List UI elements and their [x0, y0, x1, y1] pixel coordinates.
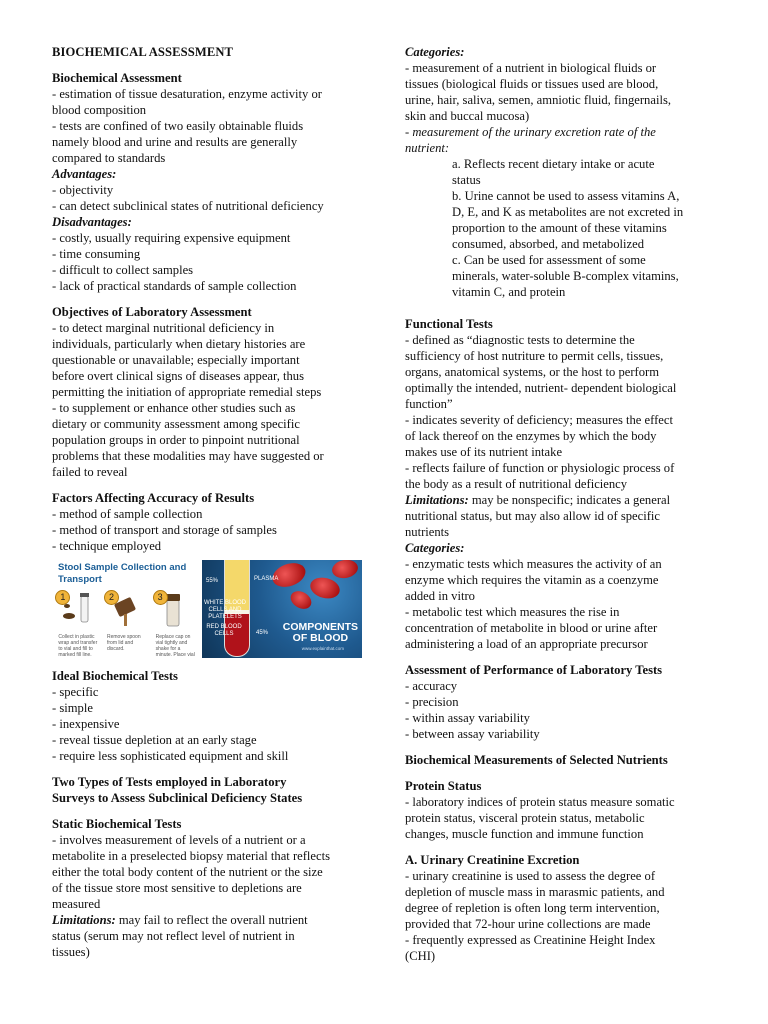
text-line: problems that these modalities may have suggested or [52, 449, 324, 463]
step-number: 2 [104, 590, 119, 605]
step-caption: Remove spoon from lid and discard. [106, 634, 141, 652]
text-line: proportion to the amount of these vitamins [452, 221, 667, 235]
plasma-percent: 55% [206, 578, 219, 584]
text-line: vitamin C, and protein [452, 285, 566, 299]
section-objectives [52, 304, 362, 480]
text-line: tissues) [52, 945, 90, 959]
section-static-tests [52, 816, 362, 960]
text-line: function” [405, 397, 453, 411]
stool-step-2 [104, 590, 150, 652]
limitations-label: Limitations: [405, 493, 469, 507]
text-line: individuals, particularly when dietary histories are [52, 337, 306, 351]
text-line: - to detect marginal nutritional deficiency in [52, 321, 275, 335]
text-line: - involves measurement of levels of a nutrient or a [52, 833, 306, 847]
text-line: status [452, 173, 481, 187]
wbc-label: WHITE BLOOD CELLS AND PLATELETS [204, 600, 247, 620]
text-line: organs, anatomical systems, or the host to perform [405, 365, 660, 379]
text-line: - to supplement or enhance other studies such as [52, 401, 296, 415]
text-line: failed to reveal [52, 465, 128, 479]
text-line: skin and buccal mucosa) [405, 109, 530, 123]
text-line: c. Can be used for assessment of some [452, 253, 646, 267]
section-heading: Static Biochemical Tests [52, 817, 182, 831]
section-heading: A. Urinary Creatinine Excretion [405, 853, 580, 867]
text-line: - lack of practical standards of sample collection [52, 279, 297, 293]
stool-step-1 [55, 590, 101, 658]
text-line: - simple [52, 701, 93, 715]
plasma-label: PLASMA [254, 576, 279, 582]
section-two-types [52, 774, 362, 806]
text-line: administering a load of an appropriate precursor [405, 637, 648, 651]
text-line: consumed, absorbed, and metabolized [452, 237, 644, 251]
text-line: - accuracy [405, 679, 458, 693]
section-protein-status [405, 778, 725, 842]
text-line: nutrients [405, 525, 450, 539]
categories-label: Categories: [405, 45, 465, 59]
text-line: optimally the intended, nutrient- dependent biological [405, 381, 677, 395]
text-line: dietary or community assessment among specific [52, 417, 300, 431]
figure-credit: www.explainthat.com [301, 646, 344, 651]
section-performance [405, 662, 725, 742]
disadvantages-label: Disadvantages: [52, 215, 132, 229]
section-heading: Two Types of Tests employed in Laboratory [52, 775, 287, 789]
text-line: - method of transport and storage of samples [52, 523, 277, 537]
text-line: b. Urine cannot be used to assess vitamins A, [452, 189, 680, 203]
section-ideal-tests [52, 668, 362, 764]
stool-sample-figure [52, 560, 202, 658]
text-line: - technique employed [52, 539, 162, 553]
text-line: - within assay variability [405, 711, 530, 725]
text-line: - tests are confined of two easily obtainable fluids [52, 119, 304, 133]
text-line: makes use of its nutrient intake [405, 445, 563, 459]
text-line: - indicates severity of deficiency; measures the effect [405, 413, 673, 427]
text-line: - specific [52, 685, 99, 699]
left-column [52, 44, 362, 970]
text-line: questionable or unavailable; especially important [52, 353, 300, 367]
section-functional-tests [405, 316, 725, 652]
text-line: concentration of metabolite in blood or urine after [405, 621, 658, 635]
limitations-line: Limitations: may be nonspecific; indicates a general [405, 493, 671, 507]
step-caption: Replace cap on vial tightly and shake for a minute. Place vial [155, 634, 195, 658]
step-caption: Collect in plastic wrap and transfer to vial and fill to marked fill line. [58, 634, 98, 658]
text-line: population groups in order to pinpoint nutritional [52, 433, 300, 447]
rbc-percent: 45% [256, 630, 269, 636]
text-line: - estimation of tissue desaturation, enzyme activity or [52, 87, 322, 101]
text-line: a. Reflects recent dietary intake or acute [452, 157, 655, 171]
text-line: depletion of muscle mass in marasmic patients, and [405, 885, 665, 899]
text-line: of lack thereof on the enzymes by which the body [405, 429, 657, 443]
text-line: measured [52, 897, 101, 911]
text-line: - measurement of the urinary excretion rate of the [405, 125, 656, 139]
text-line: - metabolic test which measures the rise in [405, 605, 620, 619]
figure-row [52, 560, 362, 658]
document-title: BIOCHEMICAL ASSESSMENT [52, 45, 234, 59]
text-line: - defined as “diagnostic tests to determine the [405, 333, 635, 347]
text-line: enzyme which requires the vitamin as a coenzyme [405, 573, 659, 587]
section-measurements [405, 752, 725, 768]
text-line: changes, muscle function and immune function [405, 827, 644, 841]
section-heading: Protein Status [405, 779, 482, 793]
text-line: - time consuming [52, 247, 141, 261]
section-heading: Surveys to Assess Subclinical Deficiency States [52, 791, 303, 805]
limitations-line: Limitations: may fail to reflect the overall nutrient [52, 913, 308, 927]
text-line: either the total body content of the nutrient or the size [52, 865, 323, 879]
text-line: D, E, and K as metabolites are not excreted in [452, 205, 684, 219]
text-line: - enzymatic tests which measures the activity of an [405, 557, 662, 571]
section-heading: Functional Tests [405, 317, 493, 331]
section-heading: Biochemical Assessment [52, 71, 182, 85]
text-line: - reflects failure of function or physiologic process of [405, 461, 675, 475]
step-number: 1 [55, 590, 70, 605]
section-factors [52, 490, 362, 554]
text-line: compared to standards [52, 151, 166, 165]
text-line: nutrient: [405, 141, 450, 155]
text-line: - precision [405, 695, 459, 709]
text-line: - between assay variability [405, 727, 540, 741]
text-line: (CHI) [405, 949, 436, 963]
rbc-label: RED BLOOD CELLS [206, 624, 242, 637]
section-heading: Assessment of Performance of Laboratory Tests [405, 663, 663, 677]
text-line: - method of sample collection [52, 507, 203, 521]
step-number: 3 [153, 590, 168, 605]
text-line: minerals, water-soluble B-complex vitamins, [452, 269, 679, 283]
text-line: degree of repletion is often long term intervention, [405, 901, 660, 915]
text-line: before overt clinical signs of diseases appear, thus [52, 369, 304, 383]
text-line: added in vitro [405, 589, 475, 603]
text-line: namely blood and urine and results are generally [52, 135, 298, 149]
text-line: - laboratory indices of protein status measure somatic [405, 795, 675, 809]
section-urinary-creatinine [405, 852, 725, 964]
stool-step-3 [153, 590, 199, 658]
section-heading: Objectives of Laboratory Assessment [52, 305, 252, 319]
advantages-label: Advantages: [52, 167, 117, 181]
text-line: - urinary creatinine is used to assess the degree of [405, 869, 656, 883]
blood-components-figure [202, 560, 362, 658]
text-line: nutritional status, but may also allow id of specific [405, 509, 660, 523]
text-line: status (serum may not reflect level of nutrient in [52, 929, 295, 943]
section-biochemical-assessment [52, 70, 362, 294]
text-line: blood composition [52, 103, 147, 117]
text-line: sufficiency of host nutriture to permit cells, tissues, [405, 349, 664, 363]
blood-figure-title: COMPONENTS OF BLOOD [282, 621, 358, 644]
text-line: urine, hair, saliva, semen, amniotic fluid, fingernails, [405, 93, 671, 107]
section-heading: Biochemical Measurements of Selected Nutrients [405, 753, 668, 767]
text-line: protein status, visceral protein status, metabolic [405, 811, 645, 825]
text-line: of the tissue store most sensitive to depletions are [52, 881, 302, 895]
section-categories [405, 44, 725, 300]
stool-figure-title: Stool Sample Collection and Transport [58, 562, 187, 585]
right-column [405, 44, 725, 974]
text-line: - measurement of a nutrient in biological fluids or [405, 61, 657, 75]
text-line: metabolite in a preselected biopsy material that reflects [52, 849, 330, 863]
text-line: - costly, usually requiring expensive equipment [52, 231, 291, 245]
categories-label: Categories: [405, 541, 465, 555]
text-line: the body as a result of nutritional deficiency [405, 477, 628, 491]
text-line: provided that 72-hour urine collections are made [405, 917, 651, 931]
text-line: - frequently expressed as Creatinine Height Index [405, 933, 656, 947]
text-line: - inexpensive [52, 717, 120, 731]
text-line: permitting the initiation of appropriate remedial steps [52, 385, 322, 399]
limitations-label: Limitations: [52, 913, 116, 927]
text-line: - reveal tissue depletion at an early stage [52, 733, 257, 747]
text-line: - objectivity [52, 183, 114, 197]
section-heading: Ideal Biochemical Tests [52, 669, 178, 683]
text-line: - require less sophisticated equipment and skill [52, 749, 289, 763]
section-heading: Factors Affecting Accuracy of Results [52, 491, 255, 505]
text-line: - can detect subclinical states of nutritional deficiency [52, 199, 324, 213]
text-line: - difficult to collect samples [52, 263, 194, 277]
text-line: tissues (biological fluids or tissues used are blood, [405, 77, 659, 91]
